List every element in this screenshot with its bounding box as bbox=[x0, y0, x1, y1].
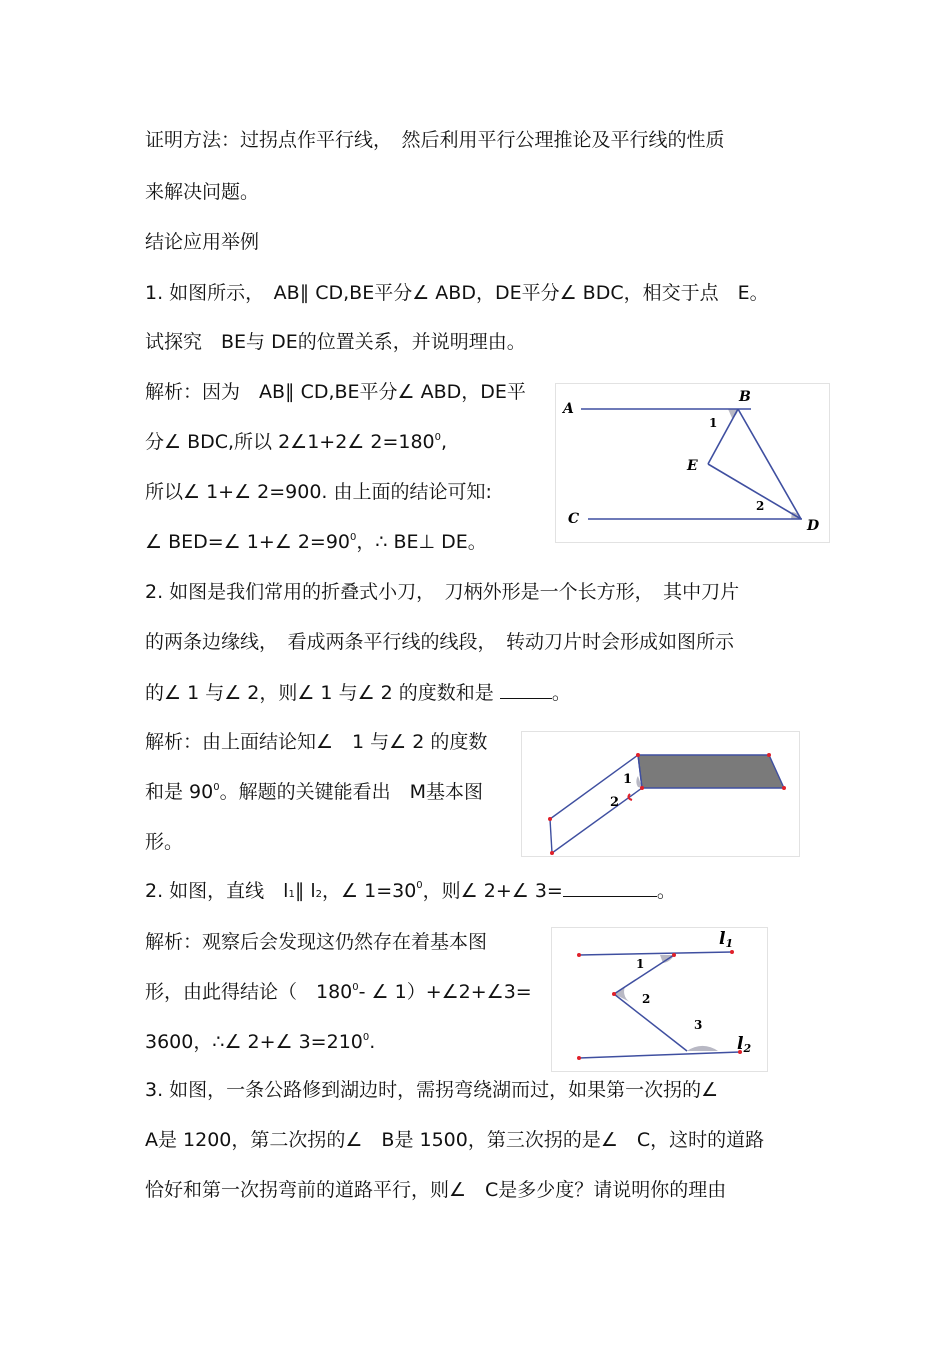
label-E: E bbox=[687, 458, 698, 474]
line-l2-label: l2 bbox=[737, 1034, 752, 1055]
figure-parallel-l1-l2 bbox=[551, 927, 768, 1072]
solution-1-line-3: 所以∠ 1+∠ 2=900. 由上面的结论可知: bbox=[145, 481, 492, 503]
answer-blank bbox=[563, 878, 657, 897]
problem-4-text-cont: A是 1200，第二次拐的∠ B是 1500，第三次拐的是∠ C，这时的道路 bbox=[145, 1129, 765, 1151]
angle-1-label: 1 bbox=[709, 416, 718, 430]
text-line-1: 证明方法：过拐点作平行线， 然后利用平行公理推论及平行线的性质 bbox=[145, 129, 725, 151]
solution-2-line-3: 形。 bbox=[145, 831, 184, 853]
problem-2-text-cont: 的两条边缘线， 看成两条平行线的线段， 转动刀片时会形成如图所示 bbox=[145, 631, 735, 653]
label-A: A bbox=[563, 401, 574, 417]
angle-3-label: 3 bbox=[694, 1018, 703, 1032]
angle-1-label: 1 bbox=[623, 772, 633, 787]
solution-3-line-2: 形，由此得结论（ $180^0-$ ∠ 1）+∠2+∠3= bbox=[145, 981, 532, 1003]
angle-2-label: 2 bbox=[610, 795, 620, 810]
problem-1-question: 试探究 BE与 DE的位置关系，并说明理由。 bbox=[145, 331, 526, 353]
angle-1-label: 1 bbox=[636, 957, 645, 971]
problem-1-text: 1. 如图所示， AB∥ CD,BE平分∠ ABD，DE平分∠ BDC，相交于点 E。 bbox=[145, 282, 769, 304]
label-C: C bbox=[568, 511, 580, 527]
problem-4-question: 恰好和第一次拐弯前的道路平行，则∠ C是多少度？请说明你的理由 bbox=[145, 1179, 727, 1201]
angle-2-label: 2 bbox=[642, 992, 651, 1006]
solution-1-line-4: ∠ BED=∠ 1+∠ $2=90^0$，∴ BE⊥ DE。 bbox=[145, 531, 487, 553]
answer-blank bbox=[500, 680, 552, 699]
label-B: B bbox=[739, 389, 751, 405]
figure-parallel-lines-abcd bbox=[555, 383, 830, 543]
label-D: D bbox=[807, 518, 820, 534]
solution-3-line-3: 3600，∴∠ 2+∠ $3=210^0$. bbox=[145, 1031, 376, 1053]
figure-folding-knife bbox=[521, 731, 800, 857]
problem-3-text: 2. 如图，直线 l1∥ l2，∠ $1=30^0$，则∠ 2+∠ 3= 。 bbox=[145, 880, 676, 902]
solution-2-line-1: 解析：由上面结论知∠ 1 与∠ 2 的度数 bbox=[145, 731, 488, 753]
solution-2-line-2: 和是 $90^0$。解题的关键能看出 M基本图 bbox=[145, 781, 483, 803]
problem-2-text: 2. 如图是我们常用的折叠式小刀， 刀柄外形是一个长方形， 其中刀片 bbox=[145, 581, 740, 603]
solution-1-line-1: 解析：因为 AB∥ CD,BE平分∠ ABD，DE平 bbox=[145, 381, 526, 403]
problem-2-question: 的∠ 1 与∠ 2，则∠ 1 与∠ 2 的度数和是 。 bbox=[145, 682, 571, 704]
problem-4-text: 3. 如图，一条公路修到湖边时，需拐弯绕湖而过，如果第一次拐的∠ bbox=[145, 1079, 719, 1101]
line-l1-label: l1 bbox=[719, 929, 734, 950]
text-line-2: 来解决问题。 bbox=[145, 181, 260, 203]
angle-2-label: 2 bbox=[756, 499, 765, 513]
solution-3-line-1: 解析：观察后会发现这仍然存在着基本图 bbox=[145, 931, 488, 953]
section-heading: 结论应用举例 bbox=[145, 231, 260, 253]
solution-1-line-2: 分∠ BDC,所以 2∠1+2∠ $2=180^0$, bbox=[145, 431, 448, 453]
